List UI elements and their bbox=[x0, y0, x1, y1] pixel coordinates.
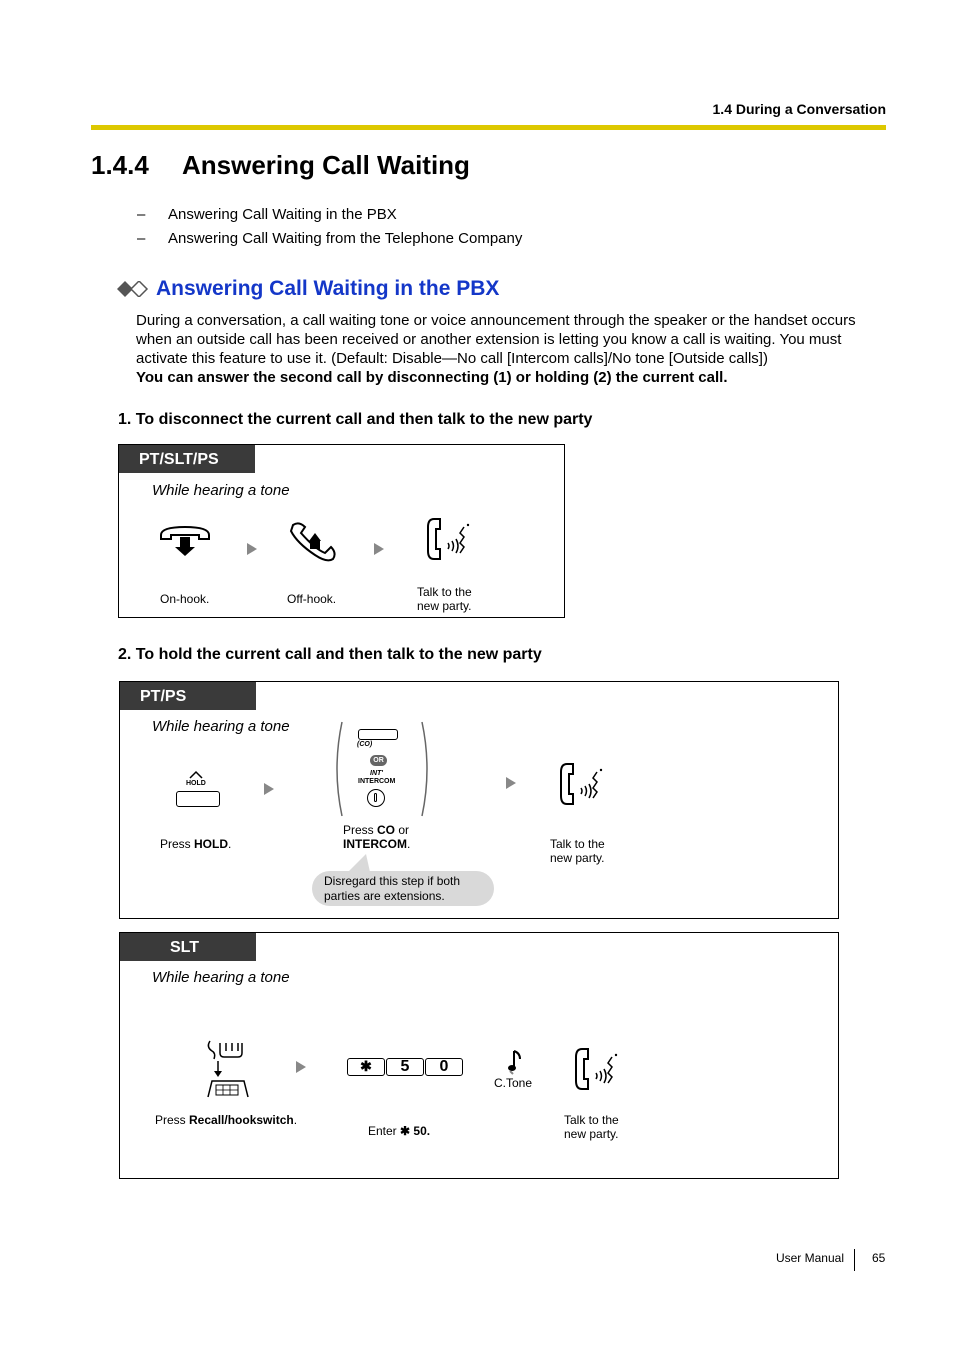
toc-item[interactable] bbox=[137, 206, 397, 223]
ctone-label: C.Tone bbox=[494, 1076, 533, 1090]
caption-talk bbox=[550, 837, 605, 865]
arrow-icon bbox=[506, 777, 516, 789]
caption-talk-line1: Talk to the bbox=[564, 1113, 619, 1127]
toc-dash: – bbox=[137, 230, 146, 247]
step2-heading: 2. To hold the current call and then talk to the new party bbox=[118, 646, 542, 663]
intercom-button[interactable] bbox=[367, 789, 385, 807]
caption-press: Press bbox=[160, 837, 195, 851]
caption-period: . bbox=[293, 1113, 298, 1127]
caption-enter bbox=[368, 1124, 430, 1138]
hookswitch-icon bbox=[204, 1039, 252, 1099]
on-hook-icon bbox=[157, 523, 213, 559]
step2-ptps-box bbox=[119, 681, 839, 919]
caption-talk bbox=[417, 585, 472, 613]
confirmation-tone-icon bbox=[508, 1049, 522, 1075]
caption-enter-text: Enter bbox=[368, 1124, 401, 1138]
intro-text bbox=[136, 311, 886, 387]
caption-period: . bbox=[407, 837, 411, 851]
note-balloon bbox=[312, 871, 494, 906]
intro-bold-line: You can answer the second call by disconnecting (1) or holding (2) the current call. bbox=[136, 369, 728, 386]
footer-label: User Manual bbox=[775, 1251, 844, 1265]
intercom-label: INTERCOM bbox=[358, 778, 396, 785]
toc-item[interactable] bbox=[137, 230, 522, 247]
step2-slt-box bbox=[119, 932, 839, 1179]
caption-talk-line2: new party. bbox=[417, 599, 472, 613]
caption-off-hook: Off-hook. bbox=[287, 592, 337, 606]
co-label: (CO) bbox=[357, 741, 373, 748]
step1-box bbox=[118, 444, 565, 618]
caption-talk bbox=[564, 1113, 619, 1141]
page-number: 65 bbox=[872, 1251, 886, 1265]
step1-tone: While hearing a tone bbox=[152, 482, 290, 499]
int-label: INT' bbox=[370, 770, 383, 777]
caption-talk-line2: new party. bbox=[550, 851, 605, 865]
arrow-icon bbox=[296, 1061, 306, 1073]
hold-arrow-icon bbox=[188, 770, 204, 780]
talk-icon bbox=[572, 1045, 622, 1095]
arrow-icon bbox=[374, 543, 384, 555]
caption-talk-line1: Talk to the bbox=[417, 585, 472, 599]
caption-press-hold bbox=[160, 837, 231, 851]
talk-icon bbox=[424, 515, 474, 565]
balloon-line1: Disregard this step if both bbox=[324, 874, 461, 888]
balloon-pointer-icon bbox=[342, 854, 372, 872]
section-title-text: Answering Call Waiting bbox=[182, 150, 470, 180]
caption-press: Press bbox=[343, 823, 378, 837]
footer-divider bbox=[854, 1249, 855, 1271]
key-0[interactable]: 0 bbox=[425, 1058, 463, 1076]
diamonds-icon bbox=[117, 281, 149, 297]
caption-hold: HOLD bbox=[194, 837, 229, 851]
slt-tab: SLT bbox=[120, 933, 256, 961]
running-header: 1.4 During a Conversation bbox=[712, 101, 886, 117]
or-badge: OR bbox=[370, 755, 387, 766]
slt-tone: While hearing a tone bbox=[152, 969, 290, 986]
caption-on-hook: On-hook. bbox=[160, 592, 210, 606]
arrow-icon bbox=[264, 783, 274, 795]
talk-icon bbox=[557, 760, 607, 810]
hold-button[interactable] bbox=[176, 791, 220, 807]
arrow-icon bbox=[247, 543, 257, 555]
hold-key-label: HOLD bbox=[186, 780, 206, 787]
caption-period: . bbox=[228, 837, 232, 851]
off-hook-icon bbox=[287, 519, 339, 563]
ptps-tab: PT/PS bbox=[120, 682, 256, 710]
caption-talk-line1: Talk to the bbox=[550, 837, 605, 851]
step1-heading: 1. To disconnect the current call and then talk to the new party bbox=[118, 411, 593, 428]
section-number: 1.4.4 bbox=[91, 150, 149, 180]
caption-talk-line2: new party. bbox=[564, 1127, 619, 1141]
subsection-heading bbox=[118, 277, 499, 301]
caption-co: CO bbox=[377, 823, 396, 837]
caption-press-recall bbox=[155, 1113, 297, 1127]
key-5[interactable]: 5 bbox=[386, 1058, 424, 1076]
caption-enter-code: ✱ 50. bbox=[400, 1124, 431, 1138]
ptps-tone: While hearing a tone bbox=[152, 718, 290, 735]
caption-intercom: INTERCOM bbox=[343, 837, 407, 851]
header-rule bbox=[91, 125, 886, 130]
toc-dash: – bbox=[137, 206, 146, 223]
subsection-title: Answering Call Waiting in the PBX bbox=[156, 277, 500, 300]
intro-paragraph: During a conversation, a call waiting tone or voice announcement through the speaker or the handset occurs when an outside call has been received or another extension is letting you know a call is waiting. You must activate this feature to use it. (Default: Disable—No call [Intercom calls]/No tone [Outside calls]) bbox=[136, 312, 856, 367]
caption-or: or bbox=[395, 823, 410, 837]
step1-tab: PT/SLT/PS bbox=[119, 445, 255, 473]
caption-press-co-intercom bbox=[343, 823, 410, 851]
caption-recall: Recall/hookswitch bbox=[189, 1113, 294, 1127]
caption-press: Press bbox=[155, 1113, 190, 1127]
intercom-key-mark bbox=[374, 793, 377, 802]
toc-link[interactable]: Answering Call Waiting from the Telephone Company bbox=[168, 230, 523, 247]
star-key[interactable]: ✱ bbox=[347, 1058, 385, 1076]
co-button[interactable] bbox=[358, 729, 398, 740]
section-title bbox=[91, 150, 470, 181]
toc-link[interactable]: Answering Call Waiting in the PBX bbox=[168, 206, 397, 223]
balloon-line2: parties are extensions. bbox=[324, 889, 445, 903]
